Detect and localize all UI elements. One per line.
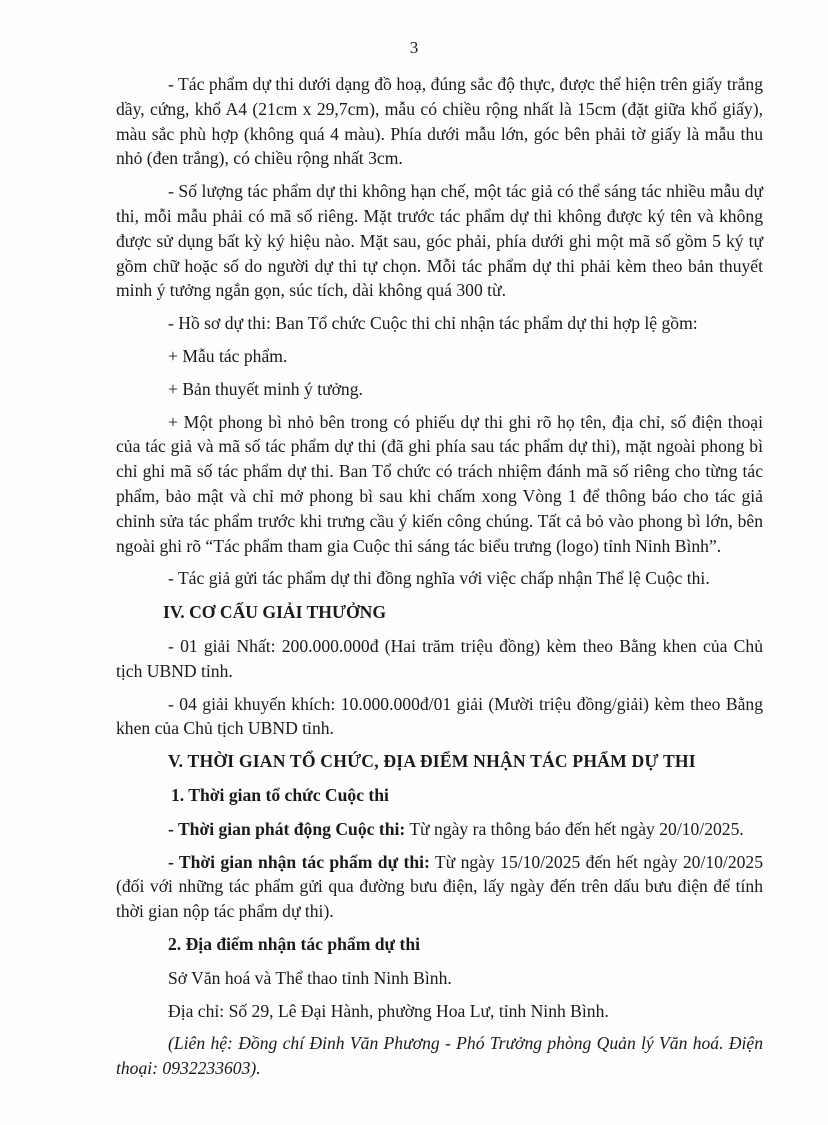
subsection-heading-time: 1. Thời gian tổ chức Cuộc thi (171, 784, 389, 805)
paragraph-address: Địa chỉ: Số 29, Lê Đại Hành, phường Hoa Lư, tỉnh Ninh Bình. (168, 1000, 609, 1021)
paragraph-entry-quantity: - Số lượng tác phẩm dự thi không hạn chế, một tác giả có thể sáng tác nhiều mẫu dự thi, mỗi mẫu phải có mã số riêng. Mặt trước tác phẩm dự thi không được ký tên và không được sử dụng bất kỳ ký hiệu nào. Mặt sau, góc phải, phía dưới ghi một mã số gồm 5 ký tự gồm chữ hoặc số do người dự thi tự chọn. Mỗi tác phẩm dự thi phải kèm theo bản thuyết minh ý tưởng ngắn gọn, súc tích, dài không quá 300 từ. (116, 181, 763, 301)
subsection-heading-location: 2. Địa điểm nhận tác phẩm dự thi (168, 933, 421, 954)
paragraph-launch-time (116, 817, 763, 842)
paragraph-entry-dossier: - Hồ sơ dự thi: Ban Tổ chức Cuộc thi chỉ nhận tác phẩm dự thi hợp lệ gồm: (168, 313, 698, 334)
paragraph-receive-time (116, 850, 763, 924)
launch-time-label: - Thời gian phát động Cuộc thi: (168, 818, 406, 839)
paragraph-acceptance: - Tác giả gửi tác phẩm dự thi đồng nghĩa với việc chấp nhận Thể lệ Cuộc thi. (168, 568, 710, 589)
section-heading-prizes: IV. CƠ CẤU GIẢI THƯỞNG (163, 602, 387, 623)
page-number: 3 (409, 38, 419, 57)
prize-encouragement: - 04 giải khuyến khích: 10.000.000đ/01 giải (Mười triệu đồng/giải) kèm theo Bằng khen của Chủ tịch UBND tỉnh. (116, 693, 763, 739)
document-body (116, 72, 763, 1089)
section-heading-schedule: V. THỜI GIAN TỔ CHỨC, ĐỊA ĐIỂM NHẬN TÁC PHẨM DỰ THI (168, 751, 696, 772)
prize-first: - 01 giải Nhất: 200.000.000đ (Hai trăm triệu đồng) kèm theo Bằng khen của Chủ tịch UBND tỉnh. (116, 635, 763, 681)
list-item-explanation: + Bản thuyết minh ý tưởng. (168, 378, 363, 399)
paragraph-contact: (Liên hệ: Đồng chí Đinh Văn Phương - Phó Trưởng phòng Quản lý Văn hoá. Điện thoại: 0932233603). (116, 1033, 763, 1079)
paragraph-entry-format: - Tác phẩm dự thi dưới dạng đồ hoạ, đúng sắc độ thực, được thể hiện trên giấy trắng dầy, cứng, khổ A4 (21cm x 29,7cm), mẫu có chiều rộng nhất là 15cm (đặt giữa khổ giấy), màu sắc phù hợp (không quá 4 màu). Phía dưới mẫu lớn, góc bên phải tờ giấy là mẫu thu nhỏ (đen trắng), có chiều rộng nhất 3cm. (116, 74, 763, 169)
receive-time-text: Từ ngày 15/10/2025 đến hết ngày 20/10/2025 (đối với những tác phẩm gửi qua đường bưu điện, lấy ngày đến trên dấu bưu điện để tính thời gian nộp tác phẩm dự thi). (116, 851, 764, 922)
receive-time-label: - Thời gian nhận tác phẩm dự thi: (168, 851, 430, 872)
paragraph-organization: Sở Văn hoá và Thể thao tỉnh Ninh Bình. (168, 967, 452, 988)
list-item-sample: + Mẫu tác phẩm. (168, 345, 288, 366)
list-item-envelope: + Một phong bì nhỏ bên trong có phiếu dự thi ghi rõ họ tên, địa chỉ, số điện thoại của tác giả và mã số tác phẩm dự thi (đã ghi phía sau tác phẩm dự thi), mặt ngoài phong bì chỉ ghi mã số tác phẩm dự thi. Ban Tổ chức có trách nhiệm đánh mã số riêng cho từng tác phẩm, bảo mật và chỉ mở phong bì sau khi chấm xong Vòng 1 để thông báo cho tác giả chỉnh sửa tác phẩm trước khi trưng cầu ý kiến công chúng. Tất cả bỏ vào phong bì lớn, bên ngoài ghi rõ “Tác phẩm tham gia Cuộc thi sáng tác biểu trưng (logo) tỉnh Ninh Bình”. (116, 411, 763, 556)
launch-time-text: Từ ngày ra thông báo đến hết ngày 20/10/2025. (405, 818, 744, 839)
